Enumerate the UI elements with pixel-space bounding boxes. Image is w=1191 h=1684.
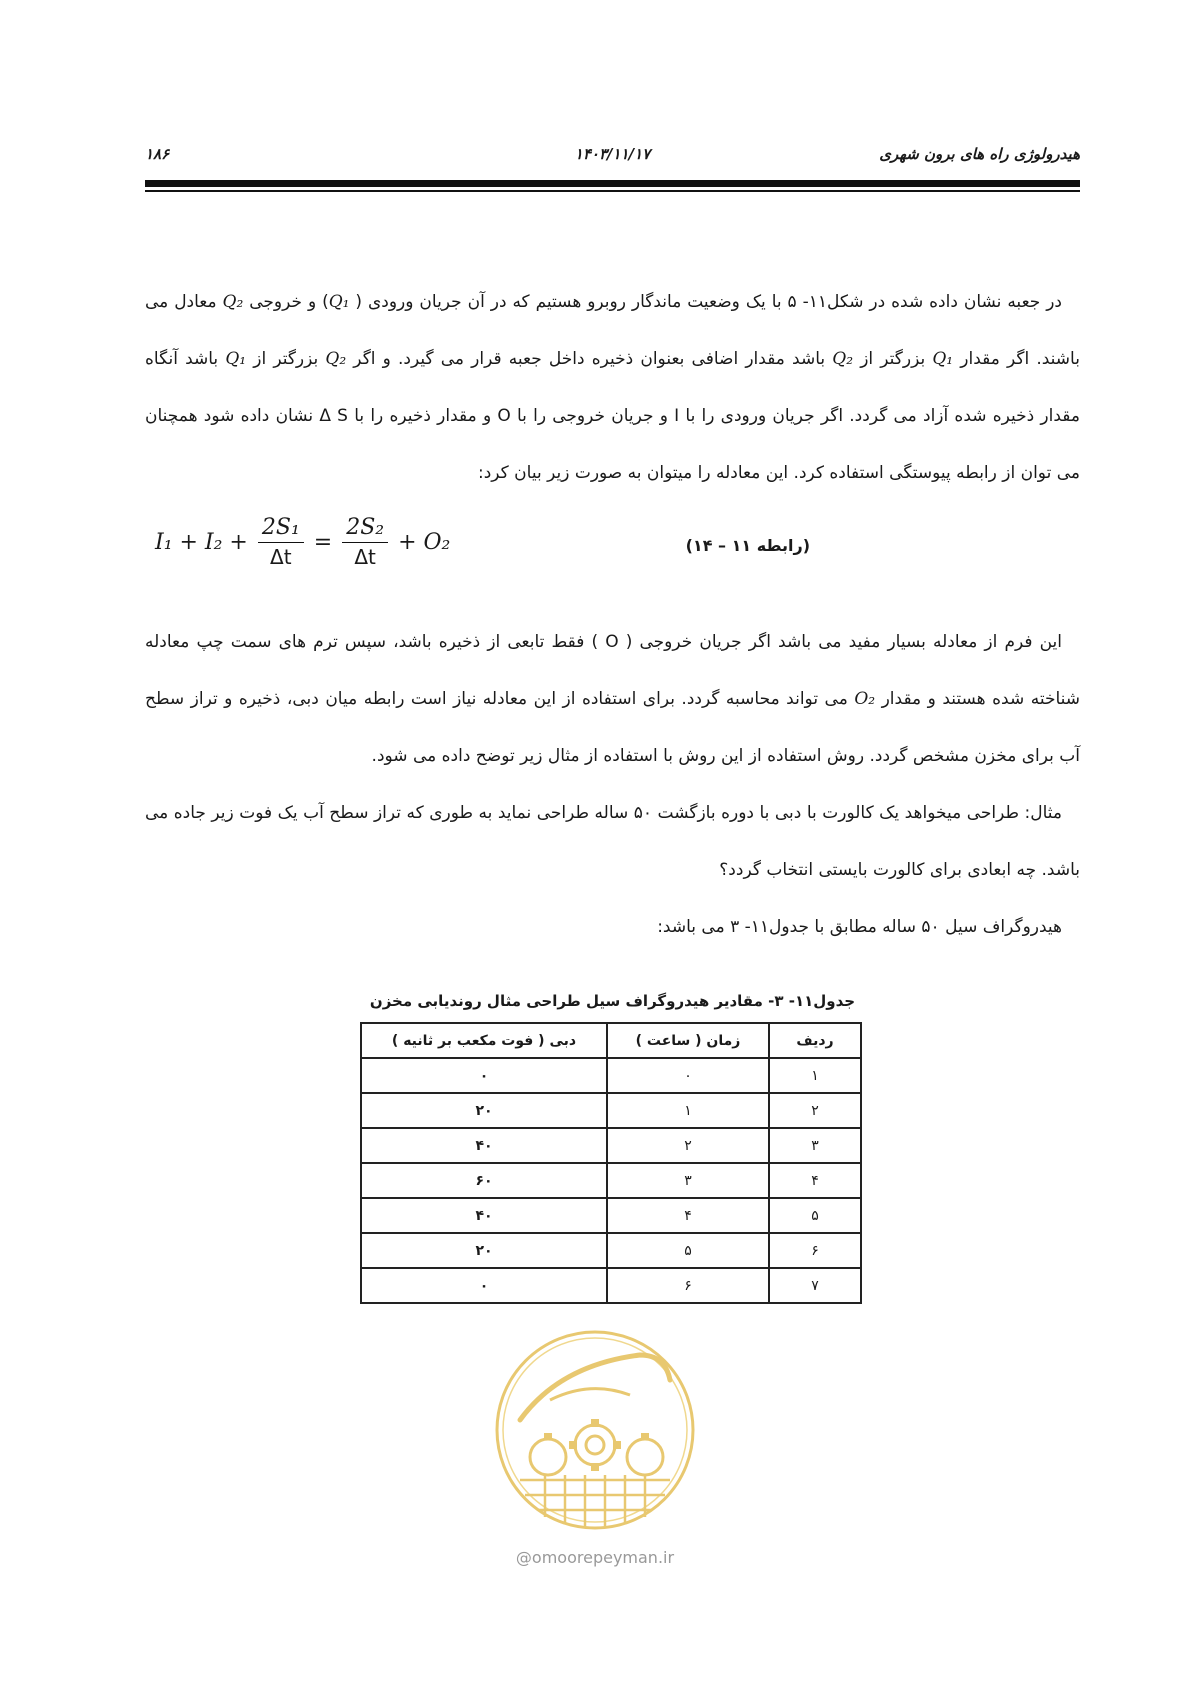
math-symbol: Q₂ — [325, 349, 347, 369]
cell-discharge: ۲۰ — [361, 1233, 607, 1268]
cell-time: ۱ — [607, 1093, 769, 1128]
table-row — [361, 1198, 861, 1233]
math-symbol: Q₁ — [225, 349, 247, 369]
equation-label: (رابطه ۱۱ – ۱۴) — [685, 536, 810, 555]
continuity-equation — [155, 515, 450, 569]
equation-rhs: + O₂ — [398, 529, 451, 555]
paragraph-storage-text — [145, 292, 1080, 483]
cell-time: ۴ — [607, 1198, 769, 1233]
text-run: بزرگتر از — [246, 349, 326, 369]
cell-discharge: ۴۰ — [361, 1198, 607, 1233]
math-symbol: Q₁ — [328, 292, 350, 312]
header-rule-thick — [145, 180, 1080, 187]
header-rule-thin — [145, 190, 1080, 192]
hydrograph-table — [360, 1022, 862, 1304]
paragraph-method — [145, 614, 1080, 956]
equation-fraction-2 — [342, 515, 388, 569]
cell-row-index: ۴ — [769, 1163, 861, 1198]
fraction-2-denominator: Δt — [354, 545, 376, 569]
equation-lhs: I₁ + I₂ + — [155, 529, 248, 555]
cell-time: ۲ — [607, 1128, 769, 1163]
table-row — [361, 1163, 861, 1198]
cell-discharge: ۰ — [361, 1268, 607, 1303]
omoorepeyman-logo — [490, 1325, 700, 1535]
text-run: باشد آنگاه مقدار ذخیره شده آزاد می گردد. اگر جریان ورودی را با I و جریان خروجی را با O و مقدار ذخیره را با Δ S نشان داده شود همچنان می توان از رابطه پیوستگی استفاده کرد. این معادله را میتوان به صورت زیر بیان کرد: — [145, 349, 1080, 483]
table-row — [361, 1093, 861, 1128]
example-text: مثال: طراحی میخواهد یک کالورت با دبی با دوره بازگشت ۵۰ ساله طراحی نماید به طوری که تراز سطح آب یک فوت زیر جاده می باشد. چه ابعادی برای کالورت بایستی انتخاب گردد؟ — [145, 803, 1080, 880]
book-title: هیدرولوژی راه های برون شهری — [879, 145, 1080, 163]
header-discharge: دبی ( فوت مکعب بر ثانیه ) — [361, 1023, 607, 1058]
cell-discharge: ۰ — [361, 1058, 607, 1093]
header-time: زمان ( ساعت ) — [607, 1023, 769, 1058]
cell-row-index: ۱ — [769, 1058, 861, 1093]
math-symbol: Q₂ — [222, 292, 244, 312]
hydrograph-intro: هیدروگراف سیل ۵۰ ساله مطابق با جدول۱۱- ۳ می باشد: — [657, 917, 1062, 937]
cell-discharge: ۶۰ — [361, 1163, 607, 1198]
math-symbol: Q₂ — [832, 349, 854, 369]
fraction-1-numerator: 2S₁ — [258, 515, 304, 543]
cell-time: ۳ — [607, 1163, 769, 1198]
header-date: ۱۴۰۳/۱۱/۱۷ — [574, 145, 651, 163]
text-run: در جعبه نشان داده شده در شکل۱۱- ۵ با یک وضعیت ماندگار روبرو هستیم که در آن جریان ورودی ( — [349, 292, 1062, 312]
cell-discharge: ۴۰ — [361, 1128, 607, 1163]
table-row — [361, 1233, 861, 1268]
equation-fraction-1 — [258, 515, 304, 569]
watermark: @omoorepeyman.ir — [515, 1548, 675, 1567]
math-symbol: Q₁ — [932, 349, 954, 369]
cell-time: ۰ — [607, 1058, 769, 1093]
header-row-index: ردیف — [769, 1023, 861, 1058]
text-run: معادل می باشند. اگر مقدار — [145, 292, 1080, 369]
table-row — [361, 1058, 861, 1093]
cell-discharge: ۲۰ — [361, 1093, 607, 1128]
cell-time: ۵ — [607, 1233, 769, 1268]
paragraph-method-text — [145, 632, 1080, 766]
paragraph-method-line — [145, 614, 1080, 785]
table-row — [361, 1268, 861, 1303]
page-number: ۱۸۶ — [145, 145, 170, 163]
fraction-1-denominator: Δt — [270, 545, 292, 569]
cell-row-index: ۲ — [769, 1093, 861, 1128]
text-run: این فرم از معادله بسیار مفید می باشد اگر جریان خروجی ( O ) فقط تابعی از ذخیره باشد، سپس ترم های سمت چپ معادله شناخته شده هستند و مقدار — [145, 632, 1081, 709]
cell-row-index: ۵ — [769, 1198, 861, 1233]
equation-equals: = — [313, 529, 333, 555]
cell-time: ۶ — [607, 1268, 769, 1303]
text-run: ) و خروجی — [243, 292, 329, 312]
table-caption: جدول۱۱- ۳- مقادیر هیدروگراف سیل طراحی مثال روندیابی مخزن — [369, 992, 856, 1010]
paragraph-storage — [145, 274, 1080, 502]
fraction-2-numerator: 2S₂ — [342, 515, 388, 543]
text-run: می تواند محاسبه گردد. برای استفاده از این معادله نیاز است رابطه میان دبی، ذخیره و تراز سطح آب برای مخزن مشخص گردد. روش استفاده از این روش با استفاده از مثال زیر توضح داده می شود. — [145, 689, 1080, 766]
table-header-row — [361, 1023, 861, 1058]
cell-row-index: ۶ — [769, 1233, 861, 1268]
cell-row-index: ۷ — [769, 1268, 861, 1303]
math-symbol: O₂ — [854, 689, 876, 709]
table-row — [361, 1128, 861, 1163]
text-run: باشد مقدار اضافی بعنوان ذخیره داخل جعبه قرار می گیرد. و اگر — [346, 349, 833, 369]
text-run: بزرگتر از — [853, 349, 933, 369]
cell-row-index: ۳ — [769, 1128, 861, 1163]
page-header — [145, 145, 1080, 175]
